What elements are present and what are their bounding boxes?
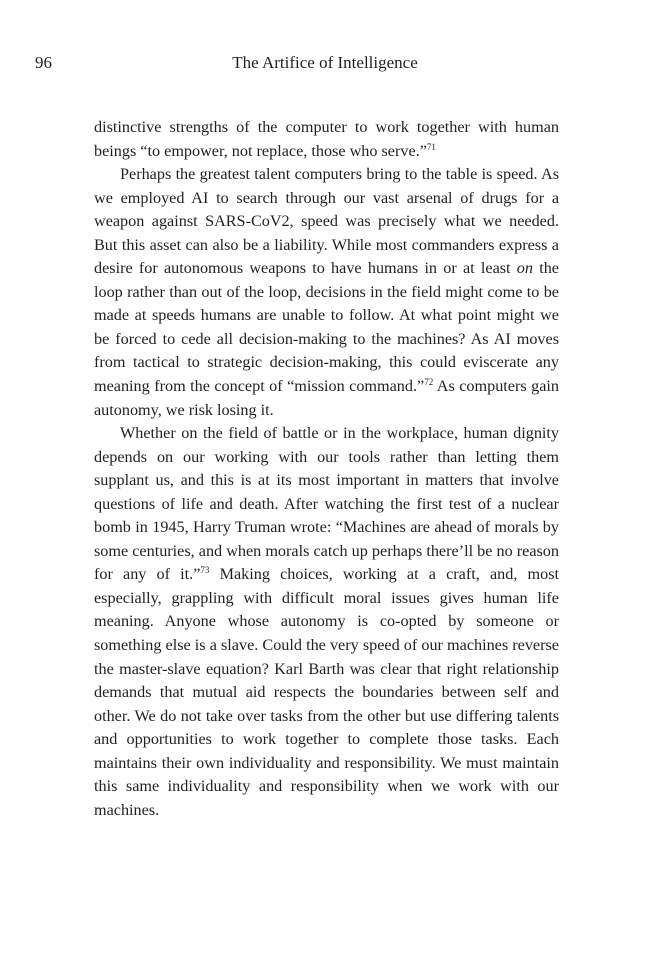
paragraph [94, 163, 559, 422]
paragraph-text: the loop rather than out of the loop, decisions in the field might come to be made at speeds humans are unable to follow. At what point might we be forced to cede all decision-making to the machines? As AI moves from tactical to strategic decision-making, this could eviscerate any meaning from the concept of “mission command.” [94, 259, 559, 396]
paragraph-text: Whether on the field of battle or in the workplace, human dignity depends on our working with our tools rather than letting them supplant us, and this is at its most important in matters that involve questions of life and death. After watching the first test of a nuclear bomb in 1945, Harry Truman wrote: “Machines are ahead of morals by some centuries, and when morals catch up perhaps there’ll be no reason for any of it.” [94, 424, 559, 584]
footnote-marker: 73 [200, 565, 210, 576]
paragraph [94, 422, 559, 822]
emphasis-text: on [516, 259, 533, 278]
paragraph-text: Perhaps the greatest talent computers bring to the table is speed. As we employed AI to search through our vast arsenal of drugs for a weapon against SARS-CoV2, speed was precisely what we needed. But this asset can also be a liability. While most commanders express a desire for autonomous weapons to have humans in or at least [94, 165, 559, 278]
page-header [0, 48, 650, 78]
footnote-marker: 71 [426, 141, 436, 152]
body-text [94, 116, 559, 822]
paragraph-text: distinctive strengths of the computer to work together with human beings “to empower, not replace, those who serve.” [94, 118, 559, 160]
running-title: The Artifice of Intelligence [232, 53, 418, 72]
page-number: 96 [35, 53, 52, 72]
footnote-marker: 72 [424, 377, 434, 388]
paragraph-text: Making choices, working at a craft, and, most especially, grappling with difficult moral issues gives human life meaning. Anyone whose autonomy is co-opted by someone or something else is a slave. Could the very speed of our machines reverse the master-slave equation? Karl Barth was clear that right relationship demands that mutual aid respects the boundaries between self and other. We do not take over tasks from the other but use differing talents and opportunities to work together to complete those tasks. Each maintains their own individuality and responsibility. We must maintain this same individuality and responsibility when we work with our machines. [94, 565, 559, 819]
paragraph-text: As computers gain autonomy, we risk losing it. [94, 377, 559, 419]
paragraph [94, 116, 559, 163]
